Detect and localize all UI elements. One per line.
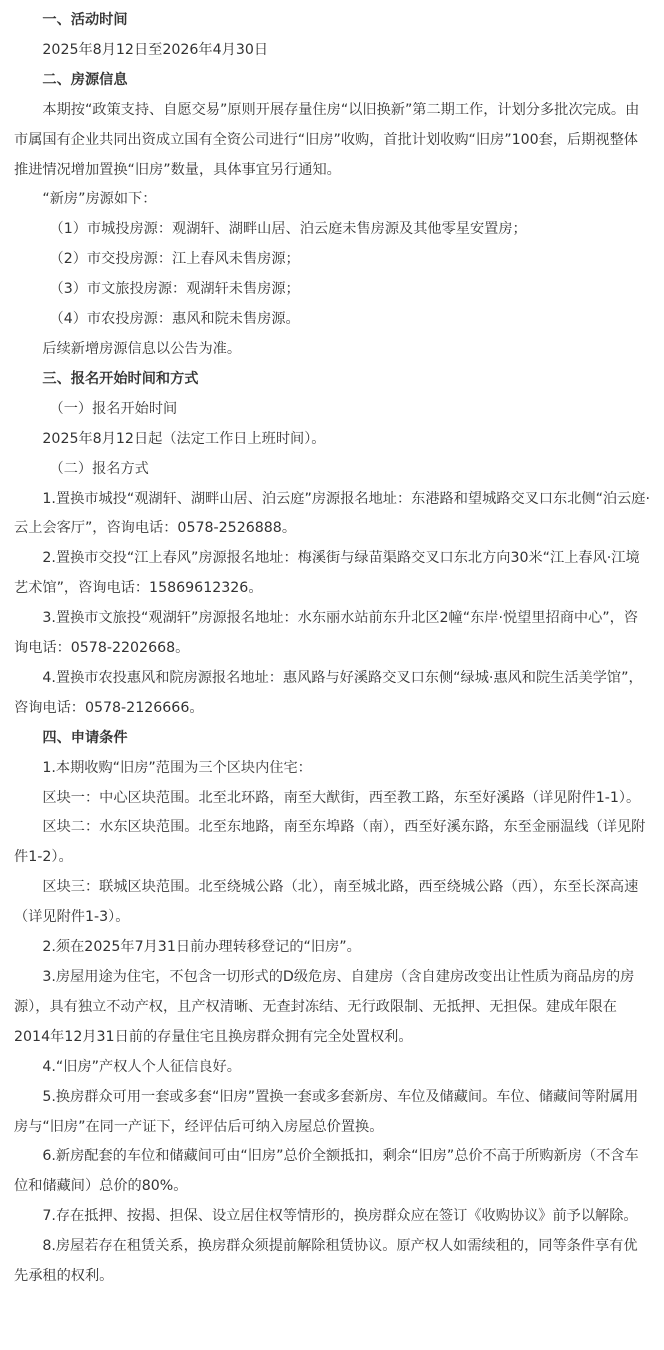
list-item: 4.“旧房”产权人个人征信良好。 — [42, 1058, 241, 1075]
list-item: 3.房屋用途为住宅，不包含一切形式的D级危房、自建房（含自建房改变出让性质为商品房的房源），具有独立不动产权，且产权清晰、无查封冻结、无行政限制、无抵押、无担保。建成年限在2014年12月31日前的存量住宅且换房群众拥有完全处置权利。 — [14, 969, 635, 1045]
list-item: 1.本期收购“旧房”范围为三个区块内住宅： — [42, 759, 312, 776]
list-item: （4）市农投房源：惠风和院未售房源。 — [49, 311, 300, 328]
list-item: 4.置换市农投惠风和院房源报名地址：惠风路与好溪路交叉口东侧“绿城·惠风和院生活美学馆”，咨询电话：0578-2126666。 — [14, 669, 643, 716]
list-item: 区块二：水东区块范围。北至东地路，南至东埠路（南），西至好溪东路，东至金丽温线（详见附件1-2）。 — [14, 819, 646, 866]
list-item: 1.置换市城投“观湖轩、湖畔山居、泊云庭”房源报名地址：东港路和望城路交叉口东北侧“泊云庭·云上会客厅”，咨询电话：0578-2526888。 — [14, 490, 650, 537]
activity-date: 2025年8月12日至2026年4月30日 — [42, 41, 269, 58]
section-heading-registration: 三、报名开始时间和方式 — [42, 370, 199, 387]
list-item: 7.存在抵押、按揭、担保、设立居住权等情形的，换房群众应在签订《收购协议》前予以解除。 — [42, 1208, 638, 1225]
section-heading-housing: 二、房源信息 — [42, 71, 128, 88]
list-item: 8.房屋若存在租赁关系，换房群众须提前解除租赁协议。原产权人如需续租的，同等条件享有优先承租的权利。 — [14, 1238, 638, 1285]
registration-start: 2025年8月12日起（法定工作日上班时间）。 — [42, 430, 326, 447]
list-item: 3.置换市文旅投“观湖轩”房源报名地址：水东丽水站前东升北区2幢“东岸·悦望里招商中心”，咨询电话：0578-2202668。 — [14, 610, 638, 657]
section-heading-time: 一、活动时间 — [42, 12, 128, 28]
section-heading-conditions: 四、申请条件 — [42, 729, 128, 746]
list-item: 2.置换市交投“江上春风”房源报名地址：梅溪街与绿苗渠路交叉口东北方向30米“江上春风·江境艺术馆”，咨询电话：15869612326。 — [14, 550, 640, 597]
list-item: （1）市城投房源：观湖轩、湖畔山居、泊云庭未售房源及其他零星安置房； — [49, 221, 527, 238]
housing-note: 后续新增房源信息以公告为准。 — [42, 340, 242, 357]
list-item: 6.新房配套的车位和储藏间可由“旧房”总价全额抵扣，剩余“旧房”总价不高于所购新房（不含车位和储藏间）总价的80%。 — [14, 1148, 639, 1195]
list-item: 5.换房群众可用一套或多套“旧房”置换一套或多套新房、车位及储藏间。车位、储藏间等附属用房与“旧房”在同一产证下，经评估后可纳入房屋总价置换。 — [14, 1088, 639, 1135]
list-item: 区块一：中心区块范围。北至北环路，南至大猷街，西至教工路，东至好溪路（详见附件1-1）。 — [42, 789, 641, 806]
list-item: （2）市交投房源：江上春风未售房源； — [49, 251, 300, 268]
list-item: （3）市文旅投房源：观湖轩未售房源； — [49, 281, 300, 298]
housing-intro: 本期按“政策支持、自愿交易”原则开展存量住房“以旧换新”第二期工作，计划分多批次完成。由市属国有企业共同出资成立国有全资公司进行“旧房”收购，首批计划收购“旧房”100套，后期视整体推进情况增加置换“旧房”数量，具体事宜另行通知。 — [14, 101, 640, 178]
new-housing-label: “新房”房源如下： — [42, 191, 157, 208]
subheading-start-time: （一）报名开始时间 — [49, 400, 178, 417]
list-item: 区块三：联城区块范围。北至绕城公路（北），南至城北路，西至绕城公路（西），东至长深高速（详见附件1-3）。 — [14, 879, 639, 926]
subheading-method: （二）报名方式 — [49, 460, 149, 477]
list-item: 2.须在2025年7月31日前办理转移登记的“旧房”。 — [42, 939, 361, 956]
